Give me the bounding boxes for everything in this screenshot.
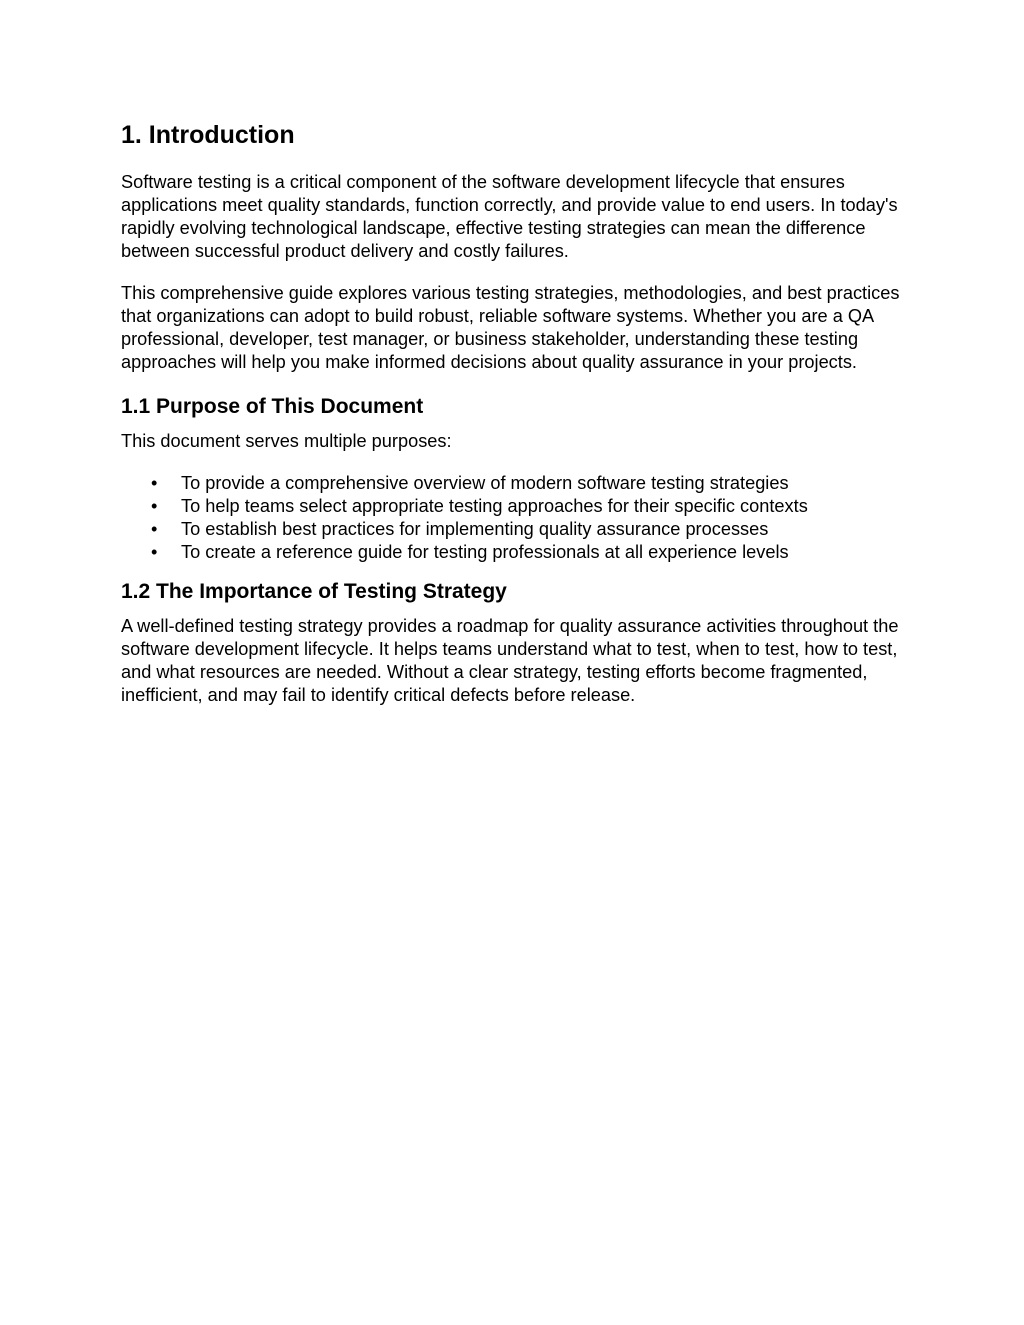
list-item	[121, 541, 911, 564]
list-item	[121, 472, 911, 495]
list-item-text: To establish best practices for implementing quality assurance processes	[181, 519, 769, 539]
section-heading-purpose: 1.1 Purpose of This Document	[121, 395, 424, 418]
list-item-text: To help teams select appropriate testing approaches for their specific contexts	[181, 496, 808, 516]
intro-paragraph-2: This comprehensive guide explores various testing strategies, methodologies, and best practices that organizations can adopt to build robust, reliable software systems. Whether you are a QA professional, developer, test manager, or business stakeholder, understanding these testing approaches will help you make informed decisions about quality assurance in your projects.	[121, 283, 900, 372]
list-item	[121, 518, 911, 541]
list-item-text: To provide a comprehensive overview of modern software testing strategies	[181, 473, 789, 493]
section-heading-importance: 1.2 The Importance of Testing Strategy	[121, 580, 507, 603]
section-heading-introduction: 1. Introduction	[121, 121, 295, 149]
list-item	[121, 495, 911, 518]
purpose-intro: This document serves multiple purposes:	[121, 431, 452, 451]
intro-paragraph-1: Software testing is a critical component of the software development lifecycle that ensures applications meet quality standards, function correctly, and provide value to end users. In today's rapidly evolving technological landscape, effective testing strategies can mean the difference between successful product delivery and costly failures.	[121, 172, 898, 261]
importance-paragraph: A well-defined testing strategy provides a roadmap for quality assurance activities throughout the software development lifecycle. It helps teams understand what to test, when to test, how to test, and what resources are needed. Without a clear strategy, testing efforts become fragmented, inefficient, and may fail to identify critical defects before release.	[121, 616, 899, 705]
document-page	[121, 118, 911, 726]
list-item-text: To create a reference guide for testing professionals at all experience levels	[181, 542, 789, 562]
purpose-list	[121, 472, 911, 564]
bullet-icon: •	[151, 519, 158, 539]
bullet-icon: •	[151, 496, 158, 516]
bullet-icon: •	[151, 542, 158, 562]
bullet-icon: •	[151, 473, 158, 493]
